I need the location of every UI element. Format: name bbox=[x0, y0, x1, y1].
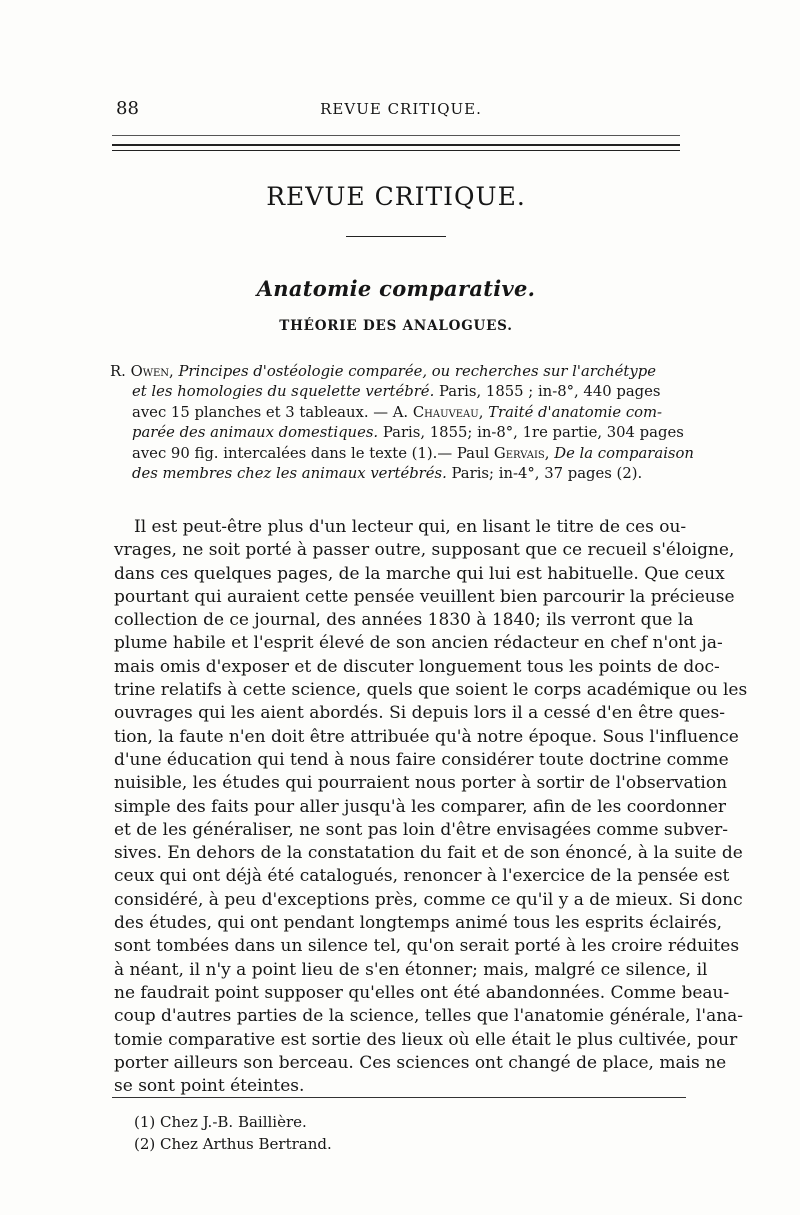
reference-line bbox=[110, 362, 686, 382]
section-title: REVUE CRITIQUE. bbox=[266, 182, 526, 211]
reference-text: parée des animaux domestiques. bbox=[132, 424, 379, 442]
reference-text: Paris; in-4°, 37 pages (2). bbox=[446, 465, 643, 483]
text-line: vrages, ne soit porté à passer outre, supposant que ce recueil s'éloigne, bbox=[114, 540, 735, 561]
text-line: et de les généraliser, ne sont pas loin d'être envisagées comme subver- bbox=[114, 819, 729, 840]
reference-text: , bbox=[478, 403, 489, 421]
reference-text: , bbox=[169, 363, 179, 380]
reference-text: Traité d'anatomie com- bbox=[488, 403, 663, 421]
running-head bbox=[116, 98, 686, 122]
text-line: plume habile et l'esprit élevé de son ancien rédacteur en chef n'ont ja- bbox=[114, 633, 723, 654]
reference-text: avec 15 planches et 3 tableaux. — A. bbox=[132, 403, 413, 421]
reference-text: R. bbox=[110, 363, 131, 380]
text-line: dans ces quelques pages, de la marche qui lui est habituelle. Que ceux bbox=[114, 563, 725, 584]
footnote-1: (1) Chez J.-B. Baillière. bbox=[134, 1113, 307, 1131]
text-line: à néant, il n'y a point lieu de s'en étonner; mais, malgré ce silence, il bbox=[114, 959, 708, 980]
text-line: sont tombées dans un silence tel, qu'on serait porté à les croire réduites bbox=[114, 936, 740, 957]
reference-line bbox=[110, 423, 686, 443]
reference-text: De la comparaison bbox=[554, 444, 694, 462]
subsection-title: Anatomie comparative. bbox=[256, 276, 536, 301]
text-line: ne faudrait point supposer qu'elles ont été abandonnées. Comme beau- bbox=[114, 982, 730, 1003]
reference-text: , bbox=[544, 444, 555, 462]
subsubsection-title: THÉORIE DES ANALOGUES. bbox=[279, 318, 513, 334]
reference-text: Paris, 1855 ; in-8°, 440 pages bbox=[434, 383, 661, 401]
double-rule bbox=[112, 144, 680, 151]
text-line: mais omis d'exposer et de discuter longuement tous les points de doc- bbox=[114, 656, 720, 677]
text-line: porter ailleurs son berceau. Ces sciences ont changé de place, mais ne bbox=[114, 1052, 727, 1073]
footnote-rule bbox=[112, 1097, 686, 1098]
text-line: coup d'autres parties de la science, telles que l'anatomie générale, l'ana- bbox=[114, 1006, 744, 1027]
header-rule bbox=[112, 135, 680, 136]
text-line: Il est peut-être plus d'un lecteur qui, en lisant le titre de ces ou- bbox=[134, 517, 687, 537]
reference-text: et les homologies du squelette vertébré. bbox=[132, 383, 435, 401]
reference-text: Gervais bbox=[493, 444, 545, 462]
reference-text: Chauveau bbox=[412, 403, 479, 421]
text-line: pourtant qui auraient cette pensée veuillent bien parcourir la précieuse bbox=[114, 586, 735, 607]
reference-line bbox=[110, 464, 686, 484]
reference-text: Owen bbox=[130, 363, 170, 380]
text-line: collection de ce journal, des années 1830 à 1840; ils verront que la bbox=[114, 610, 694, 631]
text-line: d'une éducation qui tend à nous faire considérer toute doctrine comme bbox=[114, 749, 729, 770]
text-line: se sont point éteintes. bbox=[114, 1076, 305, 1097]
text-line: simple des faits pour aller jusqu'à les comparer, afin de les coordonner bbox=[114, 796, 727, 817]
running-title: REVUE CRITIQUE. bbox=[320, 100, 482, 118]
text-line: ceux qui ont déjà été catalogués, renoncer à l'exercice de la pensée est bbox=[114, 866, 730, 887]
bibliography-references bbox=[110, 362, 694, 484]
text-line: trine relatifs à cette science, quels que soient le corps académique ou les bbox=[114, 680, 748, 701]
reference-text: Principes d'ostéologie comparée, ou recherches sur l'archétype bbox=[178, 363, 656, 380]
reference-line bbox=[110, 403, 686, 423]
reference-line bbox=[110, 382, 686, 402]
page-number: 88 bbox=[116, 98, 139, 119]
reference-text: des membres chez les animaux vertébrés. bbox=[132, 465, 447, 483]
footnote-2: (2) Chez Arthus Bertrand. bbox=[134, 1135, 332, 1153]
text-line: considéré, à peu d'exceptions près, comme ce qu'il y a de mieux. Si donc bbox=[114, 889, 743, 910]
body-paragraph bbox=[114, 516, 748, 1098]
footnotes bbox=[134, 1111, 332, 1155]
text-line: nuisible, les études qui pourraient nous porter à sortir de l'observation bbox=[114, 773, 728, 794]
text-line: ouvrages qui les aient abordés. Si depuis lors il a cessé d'en être ques- bbox=[114, 703, 725, 724]
reference-text: avec 90 fig. intercalées dans le texte (1).— Paul bbox=[132, 444, 494, 462]
text-line: sives. En dehors de la constatation du fait et de son énoncé, à la suite de bbox=[114, 843, 743, 864]
text-line: des études, qui ont pendant longtemps animé tous les esprits éclairés, bbox=[114, 913, 723, 934]
text-line: tomie comparative est sortie des lieux où elle était le plus cultivée, pour bbox=[114, 1029, 738, 1050]
text-line: tion, la faute n'en doit être attribuée qu'à notre époque. Sous l'influence bbox=[114, 726, 739, 747]
reference-line bbox=[110, 444, 694, 464]
title-rule bbox=[346, 236, 446, 237]
reference-text: Paris, 1855; in-8°, 1re partie, 304 pages bbox=[378, 424, 684, 442]
